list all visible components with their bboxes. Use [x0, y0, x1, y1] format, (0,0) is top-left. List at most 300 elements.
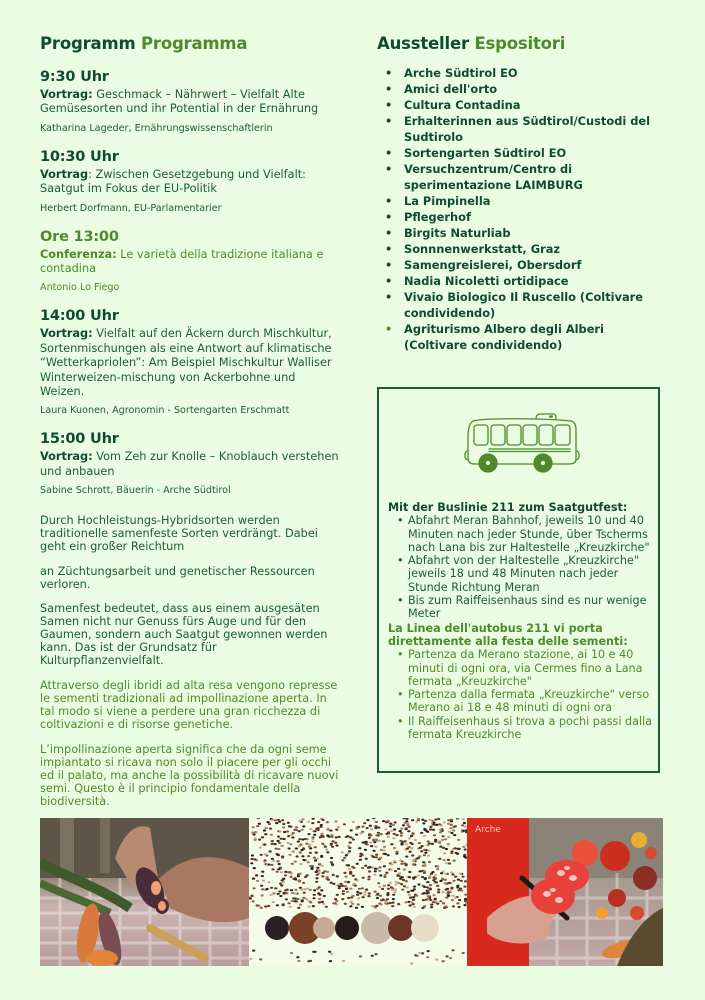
seed-mark: [312, 951, 315, 953]
seed-mark: [459, 873, 462, 875]
seed-mark: [452, 880, 455, 882]
seed-mark: [335, 903, 338, 905]
apron-text: Arche: [475, 825, 501, 835]
seed-mark: [299, 851, 302, 853]
seed-mark: [442, 835, 445, 837]
seed-mark: [308, 844, 311, 846]
seed-mark: [347, 897, 350, 899]
seed-mark: [384, 902, 387, 904]
seed-mark: [387, 831, 390, 833]
seed-mark: [447, 819, 450, 821]
seed-mark: [291, 892, 294, 894]
seed-mark: [399, 878, 402, 880]
seed-mark: [290, 952, 293, 954]
seed-mark: [429, 884, 432, 886]
intro-paragraph-de: Durch Hochleistungs-Hybridsorten werden traditionelle samenfeste Sorten verdrängt. Dabei geht ein großer Reichtum: [40, 514, 318, 554]
seed-mark: [387, 884, 390, 886]
seed-mark: [255, 874, 258, 876]
seed-mark: [378, 866, 381, 868]
seed-mark: [457, 839, 460, 841]
seed-mark: [314, 846, 317, 848]
seed-mark: [444, 879, 447, 881]
seed-mark: [428, 819, 431, 821]
seed-mark: [313, 830, 316, 832]
seed-mark: [302, 859, 305, 861]
seed-mark: [274, 819, 277, 821]
seed-mark: [377, 834, 380, 836]
seed-mark: [341, 885, 344, 887]
seed-mark: [291, 836, 294, 838]
seed-mark: [451, 895, 454, 897]
seed-mark: [435, 824, 438, 826]
seed-mark: [322, 903, 325, 905]
seed-mark: [261, 894, 264, 896]
seed-mark: [438, 823, 441, 825]
seed-mark: [448, 862, 451, 864]
seed-mark: [275, 822, 278, 824]
seed-mark: [287, 822, 290, 824]
seed-pile: [411, 914, 439, 942]
seed-mark: [407, 891, 410, 893]
exhibitor-item: • Pflegerhof: [385, 209, 667, 225]
seed-mark: [390, 830, 393, 832]
seed-mark: [391, 905, 394, 907]
program-type: Vortrag:: [40, 450, 93, 464]
seed-mark: [421, 819, 424, 821]
seed-mark: [256, 825, 259, 827]
seed-mark: [309, 847, 312, 849]
seed-mark: [323, 895, 326, 897]
seed-mark: [405, 856, 408, 858]
seed-mark: [267, 864, 270, 866]
seed-mark: [307, 960, 310, 962]
seed-mark: [460, 890, 463, 892]
seed-mark: [350, 896, 353, 898]
seed-mark: [342, 960, 345, 962]
seed-mark: [426, 844, 429, 846]
seed-mark: [358, 888, 361, 890]
seed-mark: [448, 831, 451, 833]
exhibitor-item: • Cultura Contadina: [385, 97, 667, 113]
seed-mark: [313, 894, 316, 896]
seed-mark: [264, 833, 267, 835]
seed-mark: [251, 858, 254, 860]
seed-mark: [380, 833, 383, 835]
seed-mark: [287, 842, 290, 844]
seed-mark: [374, 868, 377, 870]
seed-mark: [342, 890, 345, 892]
seed-mark: [391, 889, 394, 891]
seed-mark: [368, 876, 371, 878]
seed-mark: [343, 872, 346, 874]
seed-mark: [370, 845, 373, 847]
seed-mark: [374, 870, 377, 872]
seed-mark: [427, 895, 430, 897]
seed-mark: [406, 824, 409, 826]
seed-mark: [254, 837, 257, 839]
seed-mark: [384, 828, 387, 830]
seed-mark: [275, 848, 278, 850]
seed-mark: [375, 854, 378, 856]
seed-mark: [426, 898, 429, 900]
seed-mark: [437, 818, 440, 820]
seed-mark: [405, 880, 408, 882]
seed-mark: [404, 901, 407, 903]
seed-mark: [279, 895, 282, 897]
seed-mark: [290, 872, 293, 874]
seed-mark: [449, 957, 452, 959]
seed-mark: [266, 888, 269, 890]
program-time: 9:30 Uhr: [40, 69, 109, 85]
bus-list-item: • Partenza dalla fermata „Kreuzkirche" verso Merano ai 18 e 48 minuti di ogni ora: [397, 688, 654, 715]
seed-mark: [303, 888, 306, 890]
seed-mark: [298, 820, 301, 822]
seed-mark: [417, 883, 420, 885]
seed-mark: [282, 823, 285, 825]
seed-mark: [408, 826, 411, 828]
seed-mark: [410, 962, 413, 964]
seed-mark: [457, 879, 460, 881]
program-type: Conferenza:: [40, 247, 117, 261]
seed-mark: [312, 836, 315, 838]
seed-mark: [341, 851, 344, 853]
seed-mark: [377, 827, 380, 829]
seed-mark: [411, 890, 414, 892]
seed-mark: [449, 890, 452, 892]
seed-mark: [278, 890, 281, 892]
seed-mark: [373, 874, 376, 876]
seed-mark: [367, 895, 370, 897]
seed-mark: [280, 884, 283, 886]
seed-mark: [384, 900, 387, 902]
seed-mark: [347, 864, 350, 866]
seed-mark: [379, 874, 382, 876]
seed-mark: [409, 851, 412, 853]
seed-mark: [278, 842, 281, 844]
seed-mark: [334, 820, 337, 822]
seed-mark: [421, 952, 424, 954]
seed-mark: [453, 834, 456, 836]
seed-mark: [393, 847, 396, 849]
seed-mark: [359, 859, 362, 861]
seed-mark: [422, 899, 425, 901]
seed-mark: [338, 836, 341, 838]
seed-mark: [369, 825, 372, 827]
seed-mark: [427, 950, 430, 952]
seed-mark: [423, 835, 426, 837]
seed-mark: [261, 836, 264, 838]
seed-mark: [298, 880, 301, 882]
seed-mark: [331, 846, 334, 848]
seed-mark: [419, 870, 422, 872]
seed-mark: [332, 902, 335, 904]
program-heading: [40, 33, 340, 55]
seed-mark: [278, 863, 281, 865]
seed-mark: [357, 903, 360, 905]
seed-mark: [421, 876, 424, 878]
seed-mark: [455, 852, 458, 854]
seed-mark: [300, 849, 303, 851]
seed-mark: [407, 830, 410, 832]
seed-mark: [364, 849, 367, 851]
seed-mark: [385, 872, 388, 874]
seed-mark: [252, 900, 255, 902]
program-section: [40, 33, 340, 497]
seed-mark: [429, 826, 432, 828]
exhibitor-item: • Birgits Naturliab: [385, 225, 667, 241]
seed-mark: [426, 831, 429, 833]
seed-mark: [387, 888, 390, 890]
seed-mark: [424, 877, 427, 879]
seed-mark: [320, 889, 323, 891]
seed-mark: [411, 854, 414, 856]
seed-mark: [349, 842, 352, 844]
seed-mark: [326, 851, 329, 853]
seed-mark: [390, 869, 393, 871]
seed-mark: [307, 855, 310, 857]
seed-mark: [386, 892, 389, 894]
seed-mark: [377, 882, 380, 884]
seed-mark: [361, 906, 364, 908]
seed-mark: [329, 830, 332, 832]
seed-mark: [285, 892, 288, 894]
seed-mark: [441, 891, 444, 893]
seed-mark: [348, 868, 351, 870]
seed-mark: [423, 854, 426, 856]
seed-mark: [306, 838, 309, 840]
photo-carrots: [40, 818, 249, 966]
seed-mark: [260, 907, 263, 909]
seed-mark: [347, 881, 350, 883]
seed-mark: [326, 871, 329, 873]
seed-mark: [315, 871, 318, 873]
seed-mark: [412, 896, 415, 898]
tomatoes-illustration: [467, 818, 663, 966]
program-type: Vortrag: [40, 167, 89, 181]
seed-mark: [446, 955, 449, 957]
seed-mark: [441, 839, 444, 841]
seed-mark: [276, 871, 279, 873]
seed-mark: [383, 846, 386, 848]
seed-mark: [313, 889, 316, 891]
seed-mark: [390, 863, 393, 865]
seed-mark: [371, 905, 374, 907]
seed-mark: [412, 877, 415, 879]
program-speaker: Sabine Schrott, Bäuerin - Arche Südtirol: [40, 485, 231, 497]
intro-paragraph-it: L’impollinazione aperta significa che da ogni seme impiantato si ricava non solo il piacere per gli occhi ed il palato, ma anche la possibilità di ricavare nuovi semi. Questo è il principio fondamentale della biodiversità.: [40, 742, 339, 808]
seed-mark: [283, 831, 286, 833]
seed-mark: [251, 854, 254, 856]
seed-mark: [336, 894, 339, 896]
seed-mark: [433, 834, 436, 836]
seed-mark: [300, 889, 303, 891]
seed-mark: [292, 851, 295, 853]
seed-mark: [294, 889, 297, 891]
exhibitor-item: • Samengreislerei, Obersdorf: [385, 257, 667, 273]
seed-mark: [356, 894, 359, 896]
seed-mark: [318, 894, 321, 896]
seed-mark: [450, 872, 453, 874]
seed-mark: [272, 860, 275, 862]
seed-mark: [435, 881, 438, 883]
seed-mark: [288, 847, 291, 849]
seed-mark: [367, 878, 370, 880]
seed-mark: [352, 875, 355, 877]
exhibitors-list: [377, 65, 667, 353]
seed-mark: [462, 952, 465, 954]
seed-mark: [434, 839, 437, 841]
seed-mark: [419, 847, 422, 849]
seed-mark: [277, 819, 280, 821]
seed-mark: [364, 865, 367, 867]
seed-mark: [407, 846, 410, 848]
seed-mark: [259, 847, 262, 849]
seed-mark: [258, 823, 261, 825]
seed-mark: [283, 892, 286, 894]
seed-mark: [330, 861, 333, 863]
seed-mark: [423, 870, 426, 872]
seed-mark: [394, 891, 397, 893]
seed-mark: [404, 822, 407, 824]
seed-mark: [376, 897, 379, 899]
seed-mark: [313, 857, 316, 859]
exhibitor-item: • Amici dell'orto: [385, 81, 667, 97]
seed-mark: [251, 832, 254, 834]
seed-mark: [395, 834, 398, 836]
seed-mark: [400, 835, 403, 837]
seed-mark: [405, 827, 408, 829]
seed-mark: [251, 895, 254, 897]
seed-mark: [257, 818, 260, 819]
bus-info-box: [377, 387, 660, 773]
seed-mark: [381, 888, 384, 890]
seed-mark: [349, 905, 352, 907]
seed-mark: [363, 891, 366, 893]
seed-mark: [260, 854, 263, 856]
carrots-illustration: [40, 818, 249, 966]
seed-mark: [365, 889, 368, 891]
bus-directions: [388, 501, 654, 741]
seed-mark: [294, 892, 297, 894]
seed-mark: [356, 891, 359, 893]
seed-mark: [324, 846, 327, 848]
seed-mark: [415, 858, 418, 860]
seed-mark: [418, 952, 421, 954]
seed-mark: [435, 901, 438, 903]
seed-mark: [409, 904, 412, 906]
seed-pile: [313, 917, 335, 939]
seed-mark: [322, 819, 325, 821]
seed-mark: [384, 853, 387, 855]
seed-mark: [335, 900, 338, 902]
seed-mark: [450, 832, 453, 834]
program-description: [40, 450, 340, 479]
seed-mark: [435, 958, 438, 960]
seed-mark: [394, 889, 397, 891]
seed-mark: [323, 870, 326, 872]
seed-mark: [330, 843, 333, 845]
seed-mark: [411, 832, 414, 834]
seed-mark: [311, 822, 314, 824]
seed-mark: [445, 897, 448, 899]
seed-mark: [423, 865, 426, 867]
seed-mark: [404, 840, 407, 842]
seed-mark: [383, 885, 386, 887]
seed-mark: [271, 843, 274, 845]
seed-mark: [291, 863, 294, 865]
seed-mark: [411, 819, 414, 821]
seed-mark: [315, 828, 318, 830]
seed-mark: [369, 834, 372, 836]
seed-mark: [408, 871, 411, 873]
seed-mark: [295, 826, 298, 828]
bus-icon: [463, 411, 581, 475]
program-type: Vortrag:: [40, 327, 93, 341]
seed-mark: [439, 900, 442, 902]
seed-mark: [436, 885, 439, 887]
seed-mark: [349, 836, 352, 838]
seed-mark: [380, 899, 383, 901]
seed-mark: [285, 898, 288, 900]
seed-mark: [460, 880, 463, 882]
seed-mark: [281, 855, 284, 857]
seed-mark: [277, 848, 280, 850]
seed-mark: [463, 854, 466, 856]
seed-mark: [298, 830, 301, 832]
seed-mark: [307, 833, 310, 835]
seed-mark: [359, 955, 362, 957]
seed-mark: [299, 904, 302, 906]
seed-mark: [396, 851, 399, 853]
seed-mark: [429, 899, 432, 901]
seed-mark: [289, 906, 292, 908]
seed-mark: [420, 850, 423, 852]
seed-mark: [382, 840, 385, 842]
seed-mark: [424, 820, 427, 822]
seed-mark: [443, 859, 446, 861]
seed-mark: [318, 863, 321, 865]
seed-mark: [330, 857, 333, 859]
seed-mark: [412, 903, 415, 905]
seed-mark: [420, 832, 423, 834]
seed-mark: [380, 849, 383, 851]
program-heading-de: Programm: [40, 34, 136, 53]
seed-mark: [376, 893, 379, 895]
program-item: [40, 147, 340, 215]
seed-mark: [452, 905, 455, 907]
seed-mark: [261, 871, 264, 873]
seed-mark: [439, 831, 442, 833]
seed-mark: [267, 905, 270, 907]
seed-mark: [426, 881, 429, 883]
seed-mark: [456, 848, 459, 850]
seed-mark: [277, 893, 280, 895]
seed-mark: [274, 887, 277, 889]
seed-mark: [378, 886, 381, 888]
seed-mark: [284, 889, 287, 891]
seed-mark: [328, 951, 331, 953]
seed-mark: [321, 901, 324, 903]
seed-mark: [292, 897, 295, 899]
seed-mark: [434, 818, 437, 820]
seed-mark: [445, 862, 448, 864]
seed-mark: [338, 885, 341, 887]
bus-list-it: [388, 648, 654, 741]
seed-mark: [463, 822, 466, 824]
seed-mark: [299, 887, 302, 889]
seed-mark: [326, 834, 329, 836]
seed-mark: [378, 903, 381, 905]
